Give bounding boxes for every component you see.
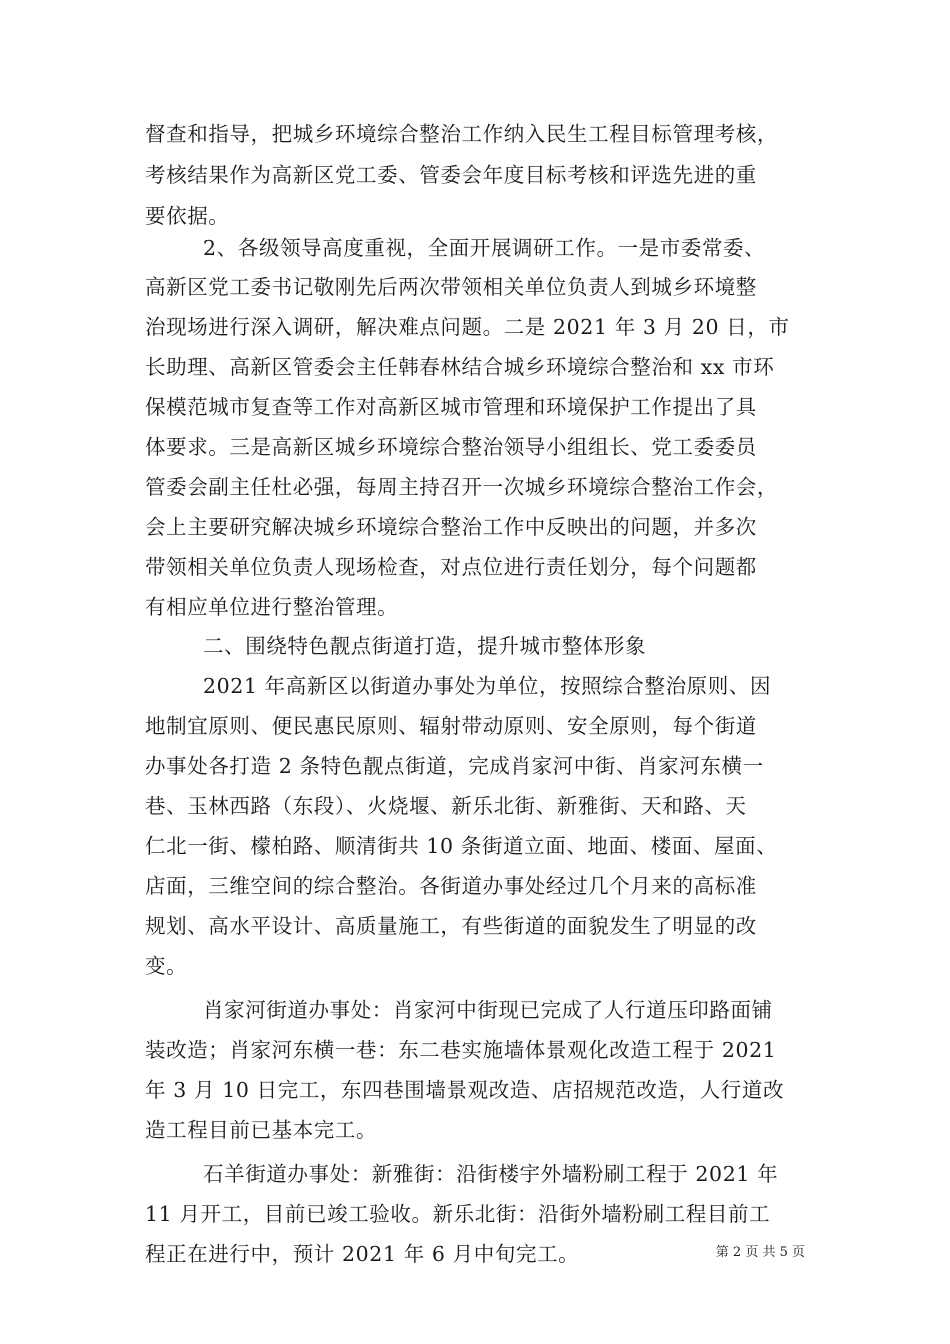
text-line: 仁北一街、檬柏路、顺清街共 10 条街道立面、地面、楼面、屋面、 <box>145 834 778 858</box>
text-line: 有相应单位进行整治管理。 <box>145 595 399 619</box>
text-line: 督查和指导，把城乡环境综合整治工作纳入民生工程目标管理考核， <box>145 122 778 146</box>
text-line: 造工程目前已基本完工。 <box>145 1118 378 1142</box>
text-line: 变。 <box>145 954 188 978</box>
text-line: 办事处各打造 2 条特色靓点街道，完成肖家河中街、肖家河东横一 <box>145 754 764 778</box>
text-line: 店面，三维空间的综合整治。各街道办事处经过几个月来的高标准 <box>145 874 757 898</box>
text-line: 年 3 月 10 日完工，东四巷围墙景观改造、店招规范改造，人行道改 <box>145 1078 785 1102</box>
text-line: 长助理、高新区管委会主任韩春林结合城乡环境综合整治和 xx 市环 <box>145 355 775 379</box>
text-line: 2、各级领导高度重视，全面开展调研工作。一是市委常委、 <box>203 236 766 260</box>
text-line: 管委会副主任杜必强，每周主持召开一次城乡环境综合整治工作会， <box>145 475 778 499</box>
text-line: 巷、玉林西路（东段）、火烧堰、新乐北街、新雅街、天和路、天 <box>145 794 747 818</box>
section-heading: 二、围绕特色靓点街道打造，提升城市整体形象 <box>203 634 647 658</box>
text-line: 保模范城市复查等工作对高新区城市管理和环境保护工作提出了具 <box>145 395 757 419</box>
text-line: 程正在进行中，预计 2021 年 6 月中旬完工。 <box>145 1242 580 1266</box>
text-line: 11 月开工，目前已竣工验收。新乐北街：沿街外墙粉刷工程目前工 <box>145 1202 771 1226</box>
text-line: 规划、高水平设计、高质量施工，有些街道的面貌发生了明显的改 <box>145 914 757 938</box>
text-line: 会上主要研究解决城乡环境综合整治工作中反映出的问题，并多次 <box>145 515 757 539</box>
text-line: 装改造；肖家河东横一巷：东二巷实施墙体景观化改造工程于 2021 <box>145 1038 777 1062</box>
text-line: 地制宜原则、便民惠民原则、辐射带动原则、安全原则，每个街道 <box>145 714 757 738</box>
text-line: 体要求。三是高新区城乡环境综合整治领导小组组长、党工委委员 <box>145 435 757 459</box>
text-line: 治现场进行深入调研，解决难点问题。二是 2021 年 3 月 20 日，市 <box>145 315 790 339</box>
page-number: 第 2 页 共 5 页 <box>715 1245 805 1260</box>
text-line: 肖家河街道办事处：肖家河中街现已完成了人行道压印路面铺 <box>203 998 773 1022</box>
text-line: 高新区党工委书记敬刚先后两次带领相关单位负责人到城乡环境整 <box>145 275 757 299</box>
text-line: 2021 年高新区以街道办事处为单位，按照综合整治原则、因 <box>203 674 772 698</box>
text-line: 石羊街道办事处：新雅街：沿街楼宇外墙粉刷工程于 2021 年 <box>203 1162 779 1186</box>
text-line: 要依据。 <box>145 204 230 228</box>
text-line: 考核结果作为高新区党工委、管委会年度目标考核和评选先进的重 <box>145 163 757 187</box>
text-line: 带领相关单位负责人现场检查，对点位进行责任划分，每个问题都 <box>145 555 757 579</box>
